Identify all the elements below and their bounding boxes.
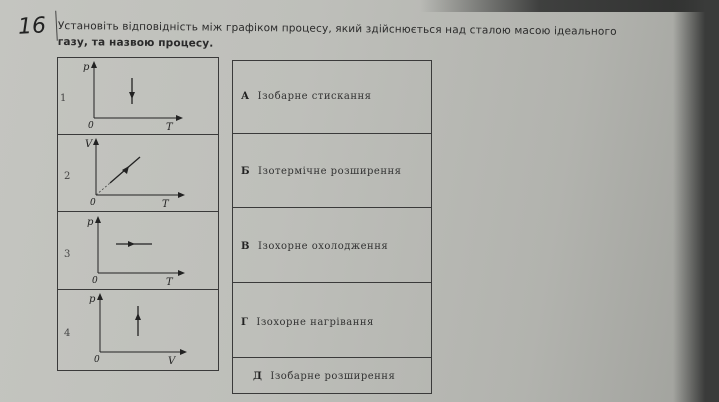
graph-2: [58, 135, 218, 212]
answer-text: Ізотермічне розширення: [258, 166, 402, 177]
answer-option-a[interactable]: [233, 61, 431, 134]
graph-4: [58, 290, 218, 369]
axis-label-y: p: [87, 217, 94, 228]
answer-letter: А: [241, 91, 250, 102]
graph-4-plot: [58, 290, 218, 369]
axis-label-y: p: [83, 62, 90, 73]
answer-text: Ізобарне стискання: [257, 91, 372, 102]
graph-2-plot: [58, 135, 218, 211]
answer-option-b[interactable]: [233, 134, 431, 208]
graph-number: 1: [60, 93, 67, 104]
answers-column: [232, 60, 432, 394]
task-statement-line-2: газу, та назвою процесу.: [57, 35, 214, 50]
answer-text: Ізохорне нагрівання: [256, 317, 374, 328]
axis-label-x: T: [166, 277, 173, 288]
axis-origin: 0: [92, 276, 98, 286]
axis-origin: 0: [90, 198, 96, 208]
graph-3-plot: [58, 213, 218, 289]
answer-option-v[interactable]: [233, 208, 431, 283]
graphs-column: [57, 57, 219, 371]
task-statement: [58, 18, 658, 56]
answer-text: Ізохорне охолодження: [257, 241, 389, 252]
answer-letter: Д: [253, 371, 263, 382]
task-statement-line-1: Установіть відповідність між графіком процесу, який здійснюється над сталою масою ідеального: [57, 19, 617, 38]
answer-letter: Б: [241, 166, 251, 177]
axis-origin: 0: [94, 355, 100, 365]
graph-number: 4: [64, 328, 71, 339]
axis-label-x: T: [162, 199, 169, 210]
answer-text: Ізобарне розширення: [270, 371, 396, 382]
axis-origin: 0: [88, 121, 94, 131]
graph-1-plot: [58, 58, 218, 134]
axis-label-x: T: [166, 122, 173, 133]
graph-number: 3: [64, 249, 71, 260]
answer-letter: В: [241, 241, 250, 252]
graph-1: [58, 58, 218, 135]
answer-option-g[interactable]: [233, 283, 431, 358]
axis-label-y: V: [85, 139, 93, 150]
task-number: 16: [17, 13, 46, 39]
graph-3: [58, 213, 218, 290]
axis-label-y: p: [89, 294, 96, 305]
axis-label-x: V: [168, 356, 176, 367]
page-edge-shadow-right: [673, 0, 719, 402]
answer-letter: Г: [241, 317, 249, 328]
graph-number: 2: [64, 171, 71, 182]
answer-option-d[interactable]: [233, 358, 431, 393]
